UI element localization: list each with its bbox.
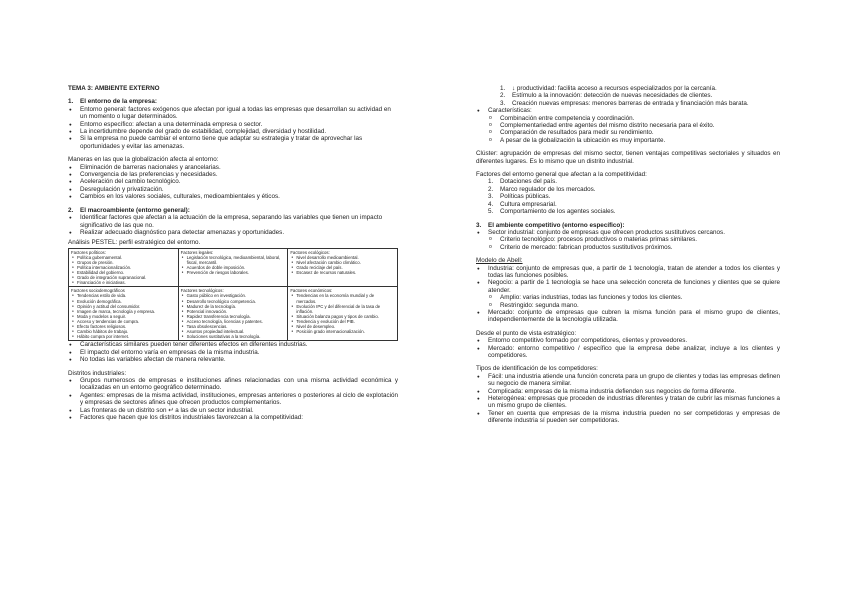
- section-3-sublist: [476, 236, 780, 251]
- distritos-title: Distritos industriales:: [68, 369, 127, 377]
- tipos-list: [476, 373, 780, 425]
- list-item: 4. Cultura empresarial.: [488, 200, 557, 208]
- list-item: 3. Políticas públicas.: [488, 193, 551, 201]
- list-item: ● Características:: [476, 107, 780, 114]
- section-1-number: 1.: [68, 98, 74, 106]
- list-item: ● Desarrollo tecnológico competencia.: [181, 299, 286, 304]
- abell-sublist: [476, 294, 780, 309]
- pestel-cell-list: [290, 293, 395, 334]
- list-item: ● Imagen de marca, tecnología y empresa.: [71, 309, 176, 314]
- list-item: o Criterio tecnológico: procesos productivos o materias primas similares.: [476, 236, 780, 243]
- list-item: ● Desregulación y privatización.: [68, 186, 398, 193]
- section-3-heading: [476, 222, 780, 229]
- list-item: 2. Estímulo a la innovación: detección de nuevas necesidades de clientes.: [500, 92, 713, 100]
- list-item: ● Eliminación de barreras nacionales y arancelarias.: [68, 164, 398, 171]
- pestel-cell-list: [181, 255, 286, 275]
- pestel-caption: Análisis PESTEL: perfil estratégico del entorno.: [68, 239, 201, 247]
- post-pestel-list: [68, 341, 398, 363]
- list-item: ● Características similares pueden tener diferentes efectos en diferentes industrias.: [68, 341, 398, 348]
- list-item: 5. Comportamiento de los agentes sociales.: [488, 208, 616, 216]
- list-item: ● Potencial innovación.: [181, 309, 286, 314]
- mercado-list: [476, 309, 780, 324]
- list-item: ● Nivel de desempleo.: [290, 324, 395, 329]
- section-2-list: [68, 214, 398, 236]
- list-item: ● Financiación e iniciativas.: [71, 280, 176, 285]
- list-item: ● Grado reciclaje del país.: [290, 265, 395, 270]
- list-item: ● Acuerdos de doble imposición.: [181, 265, 286, 270]
- list-item: ● No todas las variables afectan de manera relevante.: [68, 356, 398, 363]
- list-item: ● Legislación tecnológica, medioambiental, laboral, fiscal, mercantil.: [181, 255, 286, 265]
- list-item: 1. Dotaciones del país.: [488, 178, 558, 186]
- list-item: o Amplio: varias industrias, todas las funciones y todos los clientes.: [476, 294, 780, 301]
- list-item: ● Mercado: entorno competitivo / específico que la empresa debe analizar, incluye a los clientes y competidores.: [476, 345, 780, 360]
- list-item: o Combinación entre competencia y coordinación.: [476, 115, 780, 122]
- section-2-heading: [68, 207, 398, 214]
- distritos-list: [68, 377, 398, 421]
- list-item: ● Entorno competitivo formado por competidores, clientes y proveedores.: [476, 337, 780, 344]
- list-item: ● Evolución IPC y del diferencial de la tasa de inflación.: [290, 304, 395, 314]
- section-1-heading: [68, 98, 398, 105]
- left-column: [68, 85, 398, 421]
- abell-list: [476, 265, 780, 295]
- list-item: ● Tasa obsolescencias.: [181, 324, 286, 329]
- list-item: ● Escasez de recursos naturales.: [290, 270, 395, 275]
- pestel-row: [69, 287, 398, 341]
- list-item: ● Rapidez transferencia tecnología.: [181, 314, 286, 319]
- list-item: ● Aceleración del cambio tecnológico.: [68, 178, 398, 185]
- list-item: o Comparación de resultados para medir su rendimiento.: [476, 129, 780, 136]
- pestel-cell: [288, 248, 398, 287]
- list-item: ● Efecto factores religiosos.: [71, 324, 176, 329]
- list-item: ● Opinión y actitud del consumidor.: [71, 304, 176, 309]
- list-item: ● Estabilidad del gobierno.: [71, 270, 176, 275]
- list-item: ● Cambio hábitos de trabajo.: [71, 329, 176, 334]
- list-item: 2. Marco regulador de los mercados.: [488, 185, 596, 193]
- list-item: ● Prevención de riesgos laborales.: [181, 270, 286, 275]
- pestel-cell: [69, 248, 179, 287]
- section-1-title: El entorno de la empresa:: [80, 98, 157, 106]
- list-item: ● Situación balanza pagos y tipos de cambio.: [290, 314, 395, 319]
- cluster-paragraph: Clúster: agrupación de empresas del mismo sector, tienen ventajas competitivas sectoriales y situados en diferentes lugares. Es lo mismo que un distrito industrial.: [476, 150, 780, 165]
- list-item: ● Tener en cuenta que empresas de la misma industria pueden no ser competidoras y empresas de diferente industria sí pueden ser competidoras.: [476, 410, 780, 425]
- list-item: ● Posición grado internacionalización.: [290, 329, 395, 334]
- list-item: ● La incertidumbre depende del grado de estabilidad, complejidad, diversidad y hostilidad.: [68, 128, 398, 135]
- list-item: ● Nivel afectación cambio climático.: [290, 260, 395, 265]
- estrategico-list: [476, 337, 780, 359]
- list-item: 1. ↓ productividad: facilita acceso a recursos especializados por la cercanía.: [500, 85, 717, 92]
- list-item: ● Nivel desarrollo medioambiental.: [290, 255, 395, 260]
- list-item: ● Tendencias en la economía mundial y de mercados.: [290, 293, 395, 303]
- list-item: ● Heterogénea: empresas que proceden de industrias diferentes y tratan de cubrir las mismas funciones a un mismo grupo de clientes.: [476, 395, 780, 410]
- characteristics-sublist: [476, 115, 780, 145]
- section-2-title: El macroambiente (entorno general):: [80, 206, 190, 214]
- list-item: ● Sector industrial: conjunto de empresas que ofrecen productos sustitutivos cercanos.: [476, 229, 780, 236]
- competitiveness-factors-list: [476, 85, 780, 107]
- pestel-cell: [178, 287, 288, 341]
- list-item: ● Cambios en los valores sociales, culturales, medioambientales y éticos.: [68, 193, 398, 200]
- pestel-cell-title: Factores económicos:: [290, 288, 333, 294]
- list-item: o Criterio de mercado: fabrican productos sustitutivos próximos.: [476, 244, 780, 251]
- list-item: ● Entorno específico: afectan a una determinada empresa o sector.: [68, 121, 398, 128]
- list-item: ● Evolución demográfica.: [71, 299, 176, 304]
- pestel-cell-title: Factores tecnológicos:: [180, 288, 224, 294]
- globalization-intro: Maneras en las que la globalización afecta al entorno:: [68, 156, 219, 164]
- pestel-cell-title: Factores ecológicos:: [290, 249, 330, 255]
- list-item: ● Madurez de la tecnología.: [181, 304, 286, 309]
- list-item: ● Tendencia y evolución del PIB.: [290, 319, 395, 324]
- list-item: o Complementariedad entre agentes del mismo distrito necesaria para el éxito.: [476, 122, 780, 129]
- list-item: ● Tendencias estilo de vida.: [71, 293, 176, 298]
- pestel-cell-list: [71, 255, 176, 286]
- list-item: ● Mercado: conjunto de empresas que cubren la misma función para el mismo grupo de clientes, independientemente de la tecnología utilizada.: [476, 309, 780, 324]
- factores-list: [476, 178, 780, 215]
- section-2-number: 2.: [68, 206, 74, 214]
- pestel-cell-title: Factores sociodemográficos: [71, 288, 125, 294]
- estrategico-intro: Desde el punto de vista estratégico:: [476, 329, 577, 337]
- list-item: ● Identificar factores que afectan a la actuación de la empresa, separando las variables que tienen un impacto significativo de las que no.: [68, 214, 398, 229]
- list-item: ● Asuntos propiedad intelectual.: [181, 329, 286, 334]
- list-item: ● Grupos de presión.: [71, 260, 176, 265]
- list-item: ● Acceso tecnología, licencias y patentes.: [181, 319, 286, 324]
- pestel-cell-title: Factores políticos:: [71, 249, 106, 255]
- list-item: ● Realizar adecuado diagnóstico para detectar amenazas y oportunidades.: [68, 229, 398, 236]
- tipos-intro: Tipos de identificación de los competidores:: [476, 365, 598, 373]
- doc-title: TEMA 3: AMBIENTE EXTERNO: [68, 85, 160, 92]
- pestel-row: [69, 248, 398, 287]
- list-item: ● Industria: conjunto de empresas que, a partir de 1 tecnología, tratan de atender a todos los clientes y todas las funciones posibles.: [476, 265, 780, 280]
- list-item: ● Gasto público en investigación.: [181, 293, 286, 298]
- list-item: ● Agentes: empresas de la misma actividad, instituciones, empresas anteriores o posteriores al ciclo de explotación y empresas de sectores afines que ofrecen productos complementarios.: [68, 392, 398, 407]
- list-item: ● Complicada: empresas de la misma industria defienden sus negocios de forma diferente.: [476, 388, 780, 395]
- list-item: ● Moda y modelos a seguir.: [71, 314, 176, 319]
- list-item: ● Política internacionalización.: [71, 265, 176, 270]
- list-item: 3. Creación nuevas empresas: menores barreras de entrada y financiación más barata.: [500, 99, 749, 107]
- list-item: ● Las fronteras de un distrito son ↵ a las de un sector industrial.: [68, 407, 398, 414]
- list-item: ● Convergencia de las preferencias y necesidades.: [68, 171, 398, 178]
- pestel-cell-list: [181, 293, 286, 339]
- factores-intro: Factores del entorno general que afectan a la competitividad:: [476, 171, 647, 179]
- characteristics-list: [476, 107, 780, 114]
- list-item: ● El impacto del entorno varía en empresas de la misma industria.: [68, 349, 398, 356]
- pestel-cell: [178, 248, 288, 287]
- list-item: ● Factores que hacen que los distritos industriales favorezcan a la competitividad:: [68, 414, 398, 421]
- pestel-table: [68, 248, 398, 342]
- section-3-list: [476, 229, 780, 236]
- list-item: ● Soluciones sustitutivas a la tecnología.: [181, 334, 286, 339]
- list-item: ● Entorno general: factores exógenos que afectan por igual a todas las empresas que desarrollan su actividad en un momento o lugar determinados.: [68, 106, 398, 121]
- abell-title: Modelo de Abell:: [476, 257, 523, 265]
- section-1-list: [68, 106, 398, 150]
- section-3-title: El ambiente competitivo (entorno específico):: [488, 221, 625, 229]
- pestel-cell-list: [71, 293, 176, 339]
- pestel-cell-title: Factores legales:: [180, 249, 214, 255]
- globalization-list: [68, 164, 398, 201]
- list-item: ● Grupos numerosos de empresas e instituciones afines relacionadas con una misma actividad económica y localizadas en un entorno geográfico determinado.: [68, 377, 398, 392]
- list-item: ● Negocio: a partir de 1 tecnología se hace una selección concreta de funciones y clientes que se quiere atender.: [476, 279, 780, 294]
- list-item: ● Fácil: una industria atiende una función concreta para un grupo de clientes y todas las empresas definen su negocio de manera similar.: [476, 373, 780, 388]
- list-item: ● Si la empresa no puede cambiar el entorno tiene que adaptar su estrategia y tratar de aprovechar las oportunidades y evitar las amenazas.: [68, 135, 398, 150]
- list-item: o Restringido: segunda mano.: [476, 302, 780, 309]
- list-item: ● Acceso y tendencias de compra.: [71, 319, 176, 324]
- pestel-cell: [69, 287, 179, 341]
- list-item: ● Grado de integración supranacional.: [71, 275, 176, 280]
- list-item: ● Hábito compra por internet.: [71, 334, 176, 339]
- list-item: o A pesar de la globalización la ubicación es muy importante.: [476, 137, 780, 144]
- section-3-number: 3.: [476, 221, 482, 229]
- pestel-cell-list: [290, 255, 395, 275]
- list-item: ● Política gubernamental.: [71, 255, 176, 260]
- pestel-cell: [288, 287, 398, 341]
- right-column: [476, 85, 780, 425]
